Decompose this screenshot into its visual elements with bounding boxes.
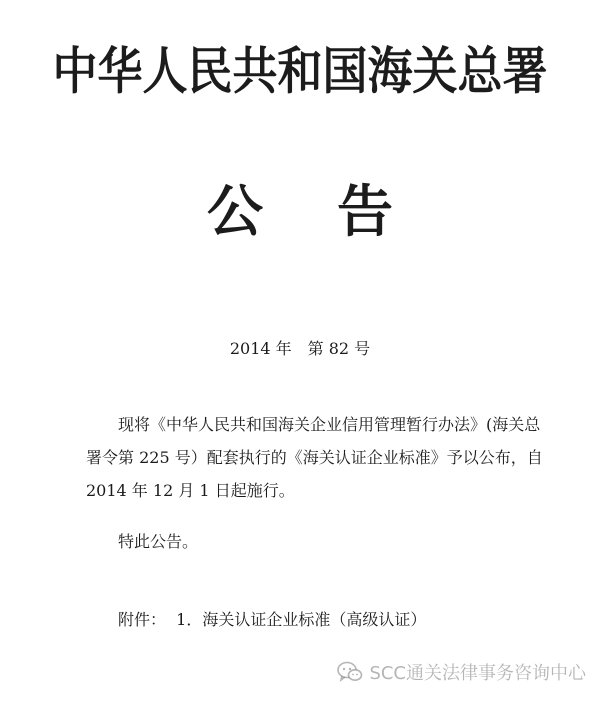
body-line-1: 现将《中华人民共和国海关企业信用管理暂行办法》(海关总: [118, 415, 541, 434]
closing-notice: 特此公告。: [118, 532, 199, 551]
body-line-3: 2014 年 12 月 1 日起施行。: [86, 481, 295, 500]
wechat-icon: [337, 661, 363, 683]
watermark-text: SCC通关法律事务咨询中心: [369, 663, 586, 684]
issuer-heading: 中华人民共和国海关总署: [52, 41, 548, 101]
attachment-line: 附件： 1．海关认证企业标准（高级认证）: [118, 610, 427, 629]
body-line-2: 署令第 225 号）配套执行的《海关认证企业标准》予以公布，自: [86, 448, 543, 467]
announcement-title: 公告: [207, 180, 467, 245]
watermark: [337, 658, 586, 686]
document-number: 2014 年 第 82 号: [229, 339, 371, 358]
announcement-body: [86, 408, 556, 507]
